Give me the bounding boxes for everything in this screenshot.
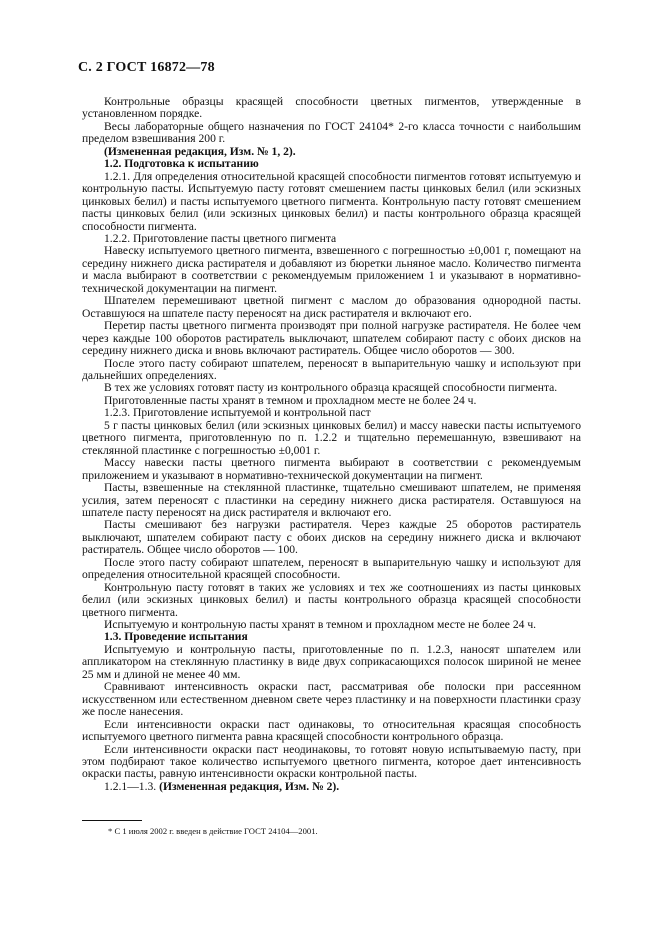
paragraph: Шпателем перемешивают цветной пигмент с маслом до образования однородной пасты. Оставшуюся на шпателе пасту переносят на диск растирателя и включают его.: [82, 294, 581, 320]
amendment-note: (Измененная редакция, Изм. № 2).: [159, 779, 340, 793]
paragraph: После этого пасту собирают шпателем, переносят в выпарительную чашку и используют для определения относительной красящей способности.: [82, 555, 581, 582]
paragraph: В тех же условиях готовят пасту из контрольного образца красящей способности пигмента.: [104, 381, 558, 395]
paragraph: Сравнивают интенсивность окраски паст, рассматривая обе полоски при рассеянном искусственном или естественном дневном свете через пластинку и на поверхности пластинки сразу же после нанесения.: [82, 680, 581, 719]
paragraph: Контрольную пасту готовят в таких же условиях и тех же соотношениях из пасты цинковых белил (или эскизных цинковых белил) и пасты контрольного образца красящей способности цветного пигмента.: [82, 580, 581, 619]
subsection-heading: 1.2.2. Приготовление пасты цветного пигмента: [104, 231, 337, 245]
section-heading: 1.3. Проведение испытания: [104, 630, 248, 644]
paragraph: 1.2.1. Для определения относительной красящей способности пигментов готовят испытуемую и контрольную пасты. Испытуемую пасту готовят смешением пасты цинковых белил (или эскизных цинковых белил) и пасты испытуемого цветного пигмента. Контрольную пасту готовят смешением пасты цинковых белил (или эскизных цинковых белил) и пасты контрольного образца красящей способности пигмента.: [82, 169, 581, 233]
paragraph: Перетир пасты цветного пигмента производят при полной нагрузке растирателя. Не более чем через каждые 100 оборотов растиратель выключают, шпателем собирают пасту с обоих дисков на середину нижнего диска и вновь включают растиратель. Общее число оборотов — 300.: [82, 319, 581, 358]
paragraph: Если интенсивности окраски паст неодинаковы, то готовят новую испытываемую пасту, при этом подбирают такое количество испытуемого цветного пигмента, которое дает интенсивность окраски пасты, равную интенсивности окраски контрольной пасты.: [82, 742, 581, 781]
paragraph: Если интенсивности окраски паст одинаковы, то относительная красящая способность испытуемого цветного пигмента равна красящей способности контрольного образца.: [82, 717, 581, 744]
clause-range: 1.2.1—1.3.: [104, 779, 157, 793]
document-body: [82, 96, 581, 793]
amendment-note: (Измененная редакция, Изм. № 1, 2).: [104, 144, 296, 158]
paragraph: Контрольные образцы красящей способности цветных пигментов, утвержденные в установленном порядке.: [82, 95, 581, 121]
subsection-heading: 1.2.3. Приготовление испытуемой и контрольной паст: [104, 406, 371, 420]
paragraph: Испытуемую и контрольную пасты хранят в темном и прохладном месте не более 24 ч.: [104, 618, 537, 632]
section-heading: 1.2. Подготовка к испытанию: [104, 157, 259, 171]
paragraph: После этого пасту собирают шпателем, переносят в выпарительную чашку и используют при дальнейших определениях.: [82, 356, 581, 382]
paragraph: Пасты, взвешенные на стеклянной пластинке, тщательно смешивают шпателем, не применяя усилия, затем переносят с пластинки на середину нижнего диска растирателя. Оставшуюся на шпателе пасту переносят на диск растирателя и включают его.: [82, 481, 581, 519]
paragraph: Испытуемую и контрольную пасты, приготовленные по п. 1.2.3, наносят шпателем или аппликатором на стеклянную пластинку в виде двух соприкасающихся полосок шириной не менее 25 мм и длиной не менее 40 мм.: [82, 642, 581, 681]
paragraph: Массу навески пасты цветного пигмента выбирают в соответствии с рекомендуемым приложением и указывают в нормативно-технической документации на пигмент.: [82, 456, 581, 482]
paragraph: Навеску испытуемого цветного пигмента, взвешенного с погрешностью ±0,001 г, помещают на середину нижнего диска растирателя и добавляют из бюретки льняное масло. Количество пигмента и масла выбирают в соответствии с рекомендуемым приложением 1 и указывают в нормативно-технической документации на пигмент.: [82, 244, 581, 295]
amendment-line: [82, 781, 581, 793]
footnote-divider: [82, 820, 142, 821]
page-header: С. 2 ГОСТ 16872—78: [78, 60, 215, 75]
paragraph: Пасты смешивают без нагрузки растирателя. Через каждые 25 оборотов растиратель выключают, шпателем собирают пасту с обоих дисков на середину нижнего диска и включают растиратель. Общее число оборотов — 100.: [82, 518, 581, 557]
footnote: * С 1 июля 2002 г. введен в действие ГОСТ 24104—2001.: [108, 826, 318, 836]
paragraph: Приготовленные пасты хранят в темном и прохладном месте не более 24 ч.: [104, 393, 477, 407]
paragraph: 5 г пасты цинковых белил (или эскизных цинковых белил) и массу навески пасты испытуемого цветного пигмента, приготовленную по п. 1.2.2 и тщательно перемешанную, взвешивают на стеклянной пластинке с погрешностью ±0,001 г.: [82, 418, 581, 457]
paragraph: Весы лабораторные общего назначения по ГОСТ 24104* 2-го класса точности с наибольшим пределом взвешивания 200 г.: [82, 119, 581, 146]
